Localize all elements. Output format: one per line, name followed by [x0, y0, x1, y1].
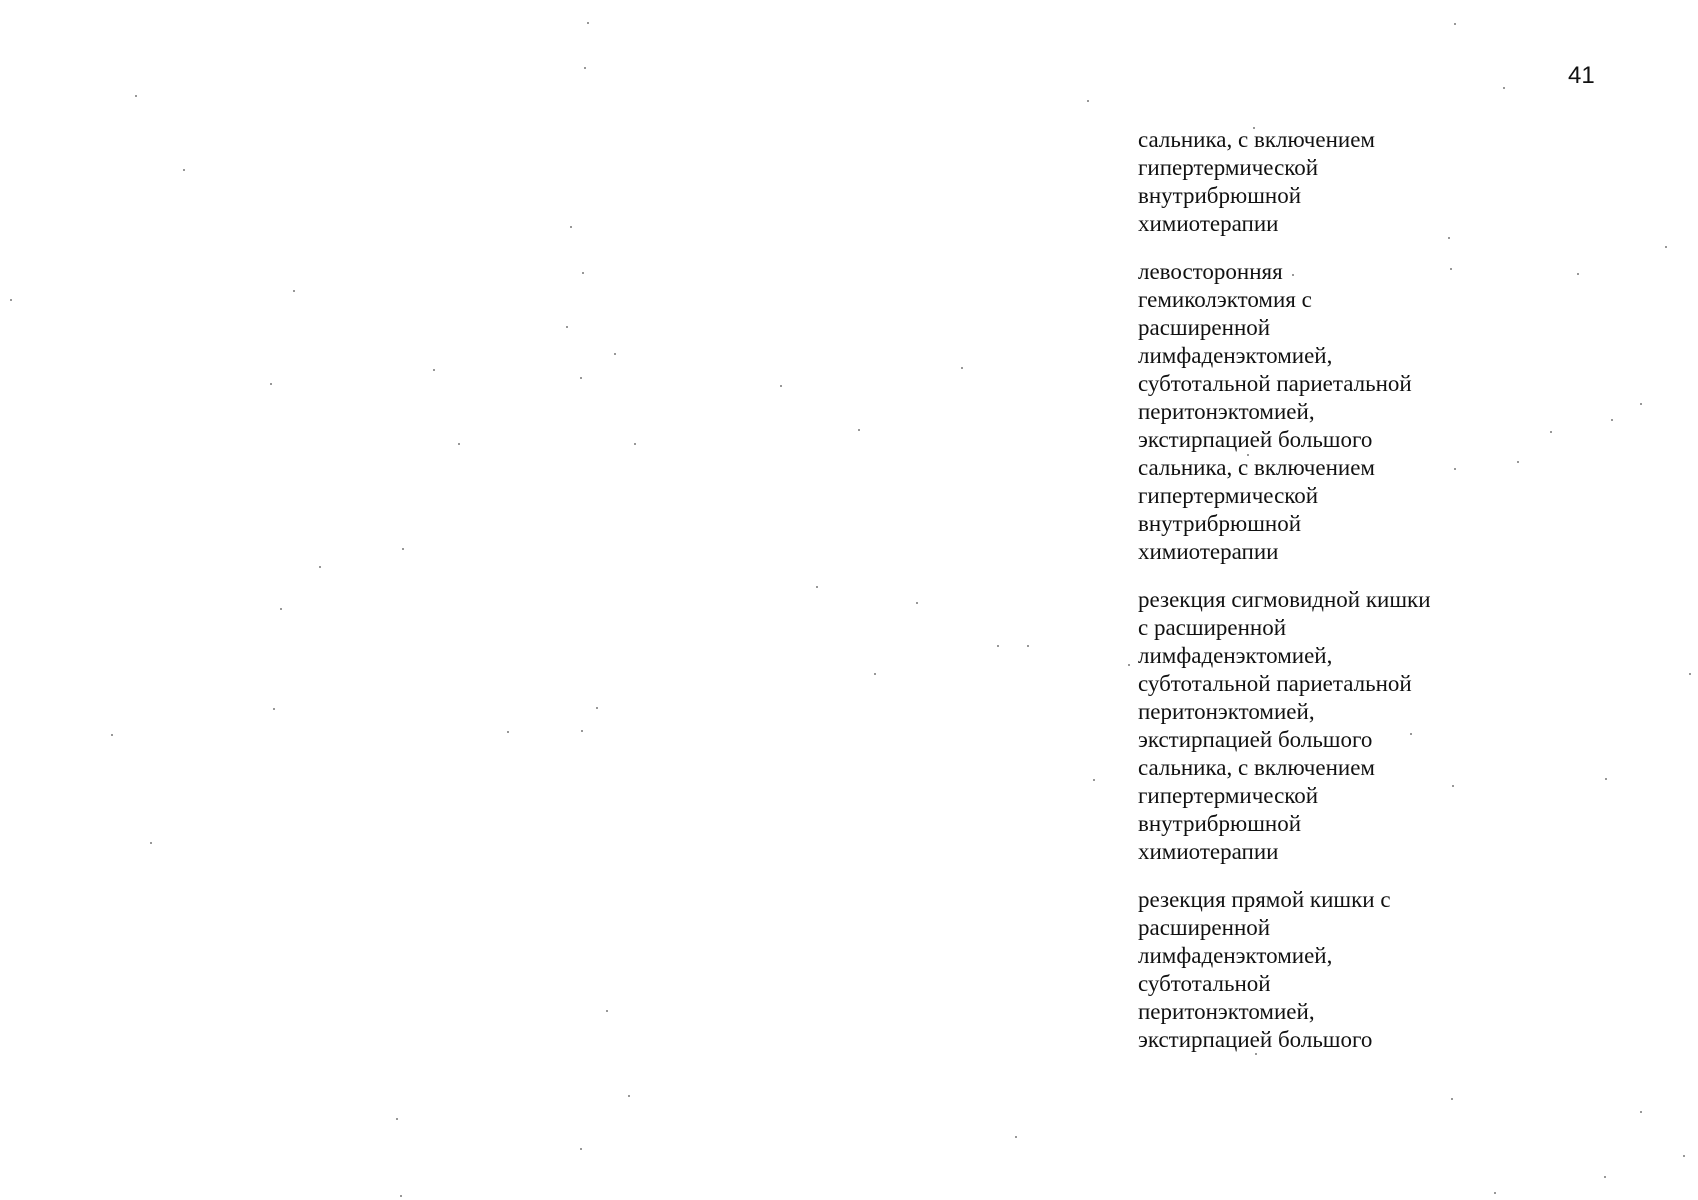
- paragraph-4: [1138, 886, 1468, 1054]
- text-line: сальника, с включением: [1138, 755, 1375, 780]
- text-line: химиотерапии: [1138, 839, 1279, 864]
- text-line: внутрибрюшной: [1138, 811, 1302, 836]
- text-line: левосторонняя: [1138, 259, 1283, 284]
- text-line: внутрибрюшной: [1138, 511, 1302, 536]
- text-line: химиотерапии: [1138, 211, 1279, 236]
- text-line: химиотерапии: [1138, 539, 1279, 564]
- text-line: расширенной: [1138, 915, 1271, 940]
- text-line: лимфаденэктомией,: [1138, 943, 1333, 968]
- text-line: резекция прямой кишки с: [1138, 887, 1391, 912]
- page-number: 41: [1568, 62, 1595, 89]
- text-line: гипертермической: [1138, 783, 1319, 808]
- text-line: резекция сигмовидной кишки: [1138, 587, 1431, 612]
- text-line: перитонэктомией,: [1138, 999, 1315, 1024]
- text-line: лимфаденэктомией,: [1138, 643, 1333, 668]
- text-line: гемиколэктомия с: [1138, 287, 1312, 312]
- text-line: субтотальной париетальной: [1138, 671, 1412, 696]
- text-line: сальника, с включением: [1138, 455, 1375, 480]
- text-line: расширенной: [1138, 315, 1271, 340]
- paragraph-2: [1138, 258, 1468, 566]
- text-line: субтотальной париетальной: [1138, 371, 1412, 396]
- text-line: перитонэктомией,: [1138, 399, 1315, 424]
- text-line: экстирпацией большого: [1138, 427, 1373, 452]
- text-line: гипертермической: [1138, 155, 1319, 180]
- paragraph-1: [1138, 126, 1468, 238]
- text-line: перитонэктомией,: [1138, 699, 1315, 724]
- text-line: экстирпацией большого: [1138, 1027, 1373, 1052]
- text-line: гипертермической: [1138, 483, 1319, 508]
- text-line: экстирпацией большого: [1138, 727, 1373, 752]
- text-line: внутрибрюшной: [1138, 183, 1302, 208]
- text-column: [1138, 126, 1468, 1074]
- text-line: с расширенной: [1138, 615, 1287, 640]
- text-line: сальника, с включением: [1138, 127, 1375, 152]
- text-line: субтотальной: [1138, 971, 1271, 996]
- paragraph-3: [1138, 586, 1468, 866]
- text-line: лимфаденэктомией,: [1138, 343, 1333, 368]
